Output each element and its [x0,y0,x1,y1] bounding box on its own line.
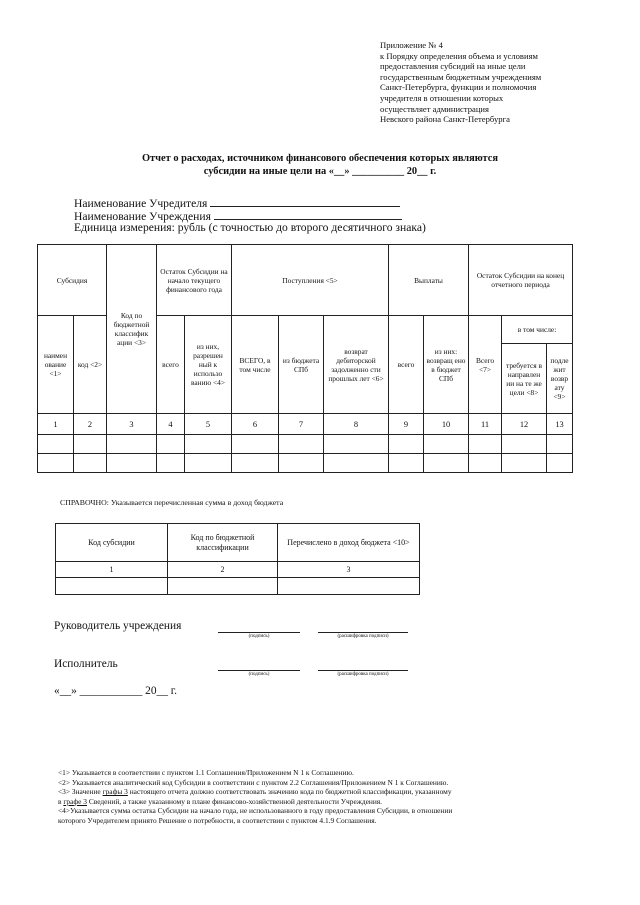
table-cell[interactable] [56,578,168,595]
header-rc-total: ВСЕГО, в том числе [232,316,279,414]
table-cell[interactable] [278,578,420,595]
budget-transfer-table [55,523,420,595]
column-number: 3 [278,562,420,578]
header-rs-permitted: из них, разрешен ный к использо ванию <4> [185,316,232,414]
table-cell[interactable] [157,454,185,473]
head-decode-caption: (расшифровка подписи) [337,634,389,639]
header-rs-total: всего [157,316,185,414]
header-budget-code: Код по бюджетной классифик ации <3> [107,245,157,414]
table-cell[interactable] [469,435,502,454]
header-rc-refund: возврат дебиторской задолженно сти прошлых лет <6> [324,316,389,414]
footnote-2: <2> Указывается аналитический код Субсидии в соответствии с пунктом 2.2 Соглашения/Приложением N 1 к Соглашению. [58,777,449,787]
header-pay-total: всего [389,316,424,414]
table-cell[interactable] [279,454,324,473]
executor-decode-caption: (расшифровка подписи) [337,672,389,677]
appendix-line: Санкт-Петербурга, функции и полномочия [380,82,537,93]
appendix-line: предоставления субсидий на иные цели [380,61,526,72]
appendix-line: Приложение № 4 [380,40,443,50]
report-title-line2: субсидии на иные цели на «__» __________ 20__ г. [203,166,437,177]
table-cell[interactable] [74,454,107,473]
footnotes [58,768,628,826]
table-cell[interactable] [74,435,107,454]
executor-label: Исполнитель [54,658,118,670]
footnote-3 [58,787,628,797]
column-number: 4 [157,414,185,435]
appendix-line: государственным бюджетным учреждениям [380,71,542,82]
footnote-4-cont: которого Учредителем принято Решение о потребности, в соответствии с пунктом 4.1.9 Соглашения. [58,815,377,825]
institution-label: Наименование Учреждения [74,210,211,223]
footnote-text: в [58,796,64,806]
executor-sign-caption: (подпись) [248,672,270,677]
column-number: 2 [168,562,278,578]
table-cell[interactable] [107,454,157,473]
table-cell[interactable] [168,578,278,595]
table-cell[interactable] [279,435,324,454]
header-remainder-start: Остаток Субсидии на начало текущего финансового года [157,245,232,316]
column-3-link[interactable]: графы 3 [102,787,128,797]
head-sign-caption: (подпись) [248,634,270,639]
institution-field[interactable] [214,208,402,220]
founder-field[interactable] [210,195,400,207]
table-cell[interactable] [389,435,424,454]
header-code: код <2> [74,316,107,414]
founder-label: Наименование Учредителя [74,197,208,210]
table-cell[interactable] [185,435,232,454]
unit-label: Единица измерения: рубль (с точностью до второго десятичного знака) [74,221,426,234]
header-subsidy: Субсидия [38,245,107,316]
report-title-line1: Отчет о расходах, источником финансового обеспечения которых являются [141,153,499,164]
column-number: 1 [38,414,74,435]
table-cell[interactable] [324,435,389,454]
column-number: 5 [185,414,232,435]
executor-signature-line[interactable] [218,670,300,671]
ref-header-budget-code: Код по бюджетной классификации [168,524,278,562]
header-rc-budget: из бюджета СПб [279,316,324,414]
column-number: 9 [389,414,424,435]
table-cell[interactable] [389,454,424,473]
table-row [38,454,573,473]
header-payments: Выплаты [389,245,469,316]
header-incl: в том числе: [502,316,573,344]
column-number: 12 [502,414,547,435]
table-cell[interactable] [502,435,547,454]
table-cell[interactable] [157,435,185,454]
header-re-total: Всего <7> [469,316,502,414]
column-number: 10 [424,414,469,435]
footnote-4: <4>Указывается сумма остатка Субсидии на начало года, не использованного в году предоставления Субсидии, в отношении [58,806,453,816]
column-number: 11 [469,414,502,435]
table-cell[interactable] [232,435,279,454]
header-re-return: подле жит возвр ату <9> [547,344,573,414]
table-cell[interactable] [469,454,502,473]
footnote-1: <1> Указывается в соответствии с пунктом 1.1 Соглашения/Приложением N 1 к Соглашению. [58,768,354,777]
table-cell[interactable] [38,454,74,473]
table-row [38,435,573,454]
header-remainder-end: Остаток Субсидии на конец отчетного периода [469,245,573,316]
table-row [56,578,420,595]
head-signature-line[interactable] [218,632,300,633]
table-cell[interactable] [502,454,547,473]
appendix-header [380,40,615,125]
unit-row [74,221,426,234]
signature-date: «__» ___________ 20__ г. [54,685,177,697]
table-cell[interactable] [547,435,573,454]
table-cell[interactable] [547,454,573,473]
footnote-text: Сведений, а также указанному в плане финансово-хозяйственной деятельности Учреждения. [86,796,383,806]
footnote-text: настоящего отчета должно соответствовать значению кода по бюджетной классификации, указанному [127,787,452,797]
appendix-line: Невского района Санкт-Петербурга [380,114,510,125]
table-cell[interactable] [107,435,157,454]
appendix-line: к Порядку определения объема и условиям [380,50,538,61]
table-cell[interactable] [38,435,74,454]
head-decode-line[interactable] [318,632,408,633]
ref-header-transferred: Перечислено в доход бюджета <10> [278,524,420,562]
footnote-3-cont [58,797,628,807]
header-pay-returned: из них: возвращ ено в бюджет СПб [424,316,469,414]
appendix-line: осуществляет администрация [380,103,489,114]
column-number: 7 [279,414,324,435]
header-re-needed: требуется в направлен ии на те же цели <8> [502,344,547,414]
column-number: 2 [74,414,107,435]
table-cell[interactable] [232,454,279,473]
table-cell[interactable] [424,435,469,454]
column-number: 1 [56,562,168,578]
header-receipts: Поступления <5> [232,245,389,316]
executor-decode-line[interactable] [318,670,408,671]
table-cell[interactable] [185,454,232,473]
table-cell[interactable] [424,454,469,473]
footnote-text: <3> Значение [58,787,103,797]
report-title [40,152,600,178]
reference-note: СПРАВОЧНО: Указывается перечисленная сумма в доход бюджета [60,498,284,507]
column-number: 13 [547,414,573,435]
column-number: 3 [107,414,157,435]
head-label: Руководитель учреждения [54,620,182,632]
column-3-info-link[interactable]: графе 3 [63,796,87,806]
header-name: наимен ование <1> [38,316,74,414]
expense-report-table [37,244,573,473]
ref-header-subsidy-code: Код субсидии [56,524,168,562]
appendix-line: учредителя в отношении которых [380,92,504,103]
table-cell[interactable] [324,454,389,473]
column-number: 8 [324,414,389,435]
column-number: 6 [232,414,279,435]
